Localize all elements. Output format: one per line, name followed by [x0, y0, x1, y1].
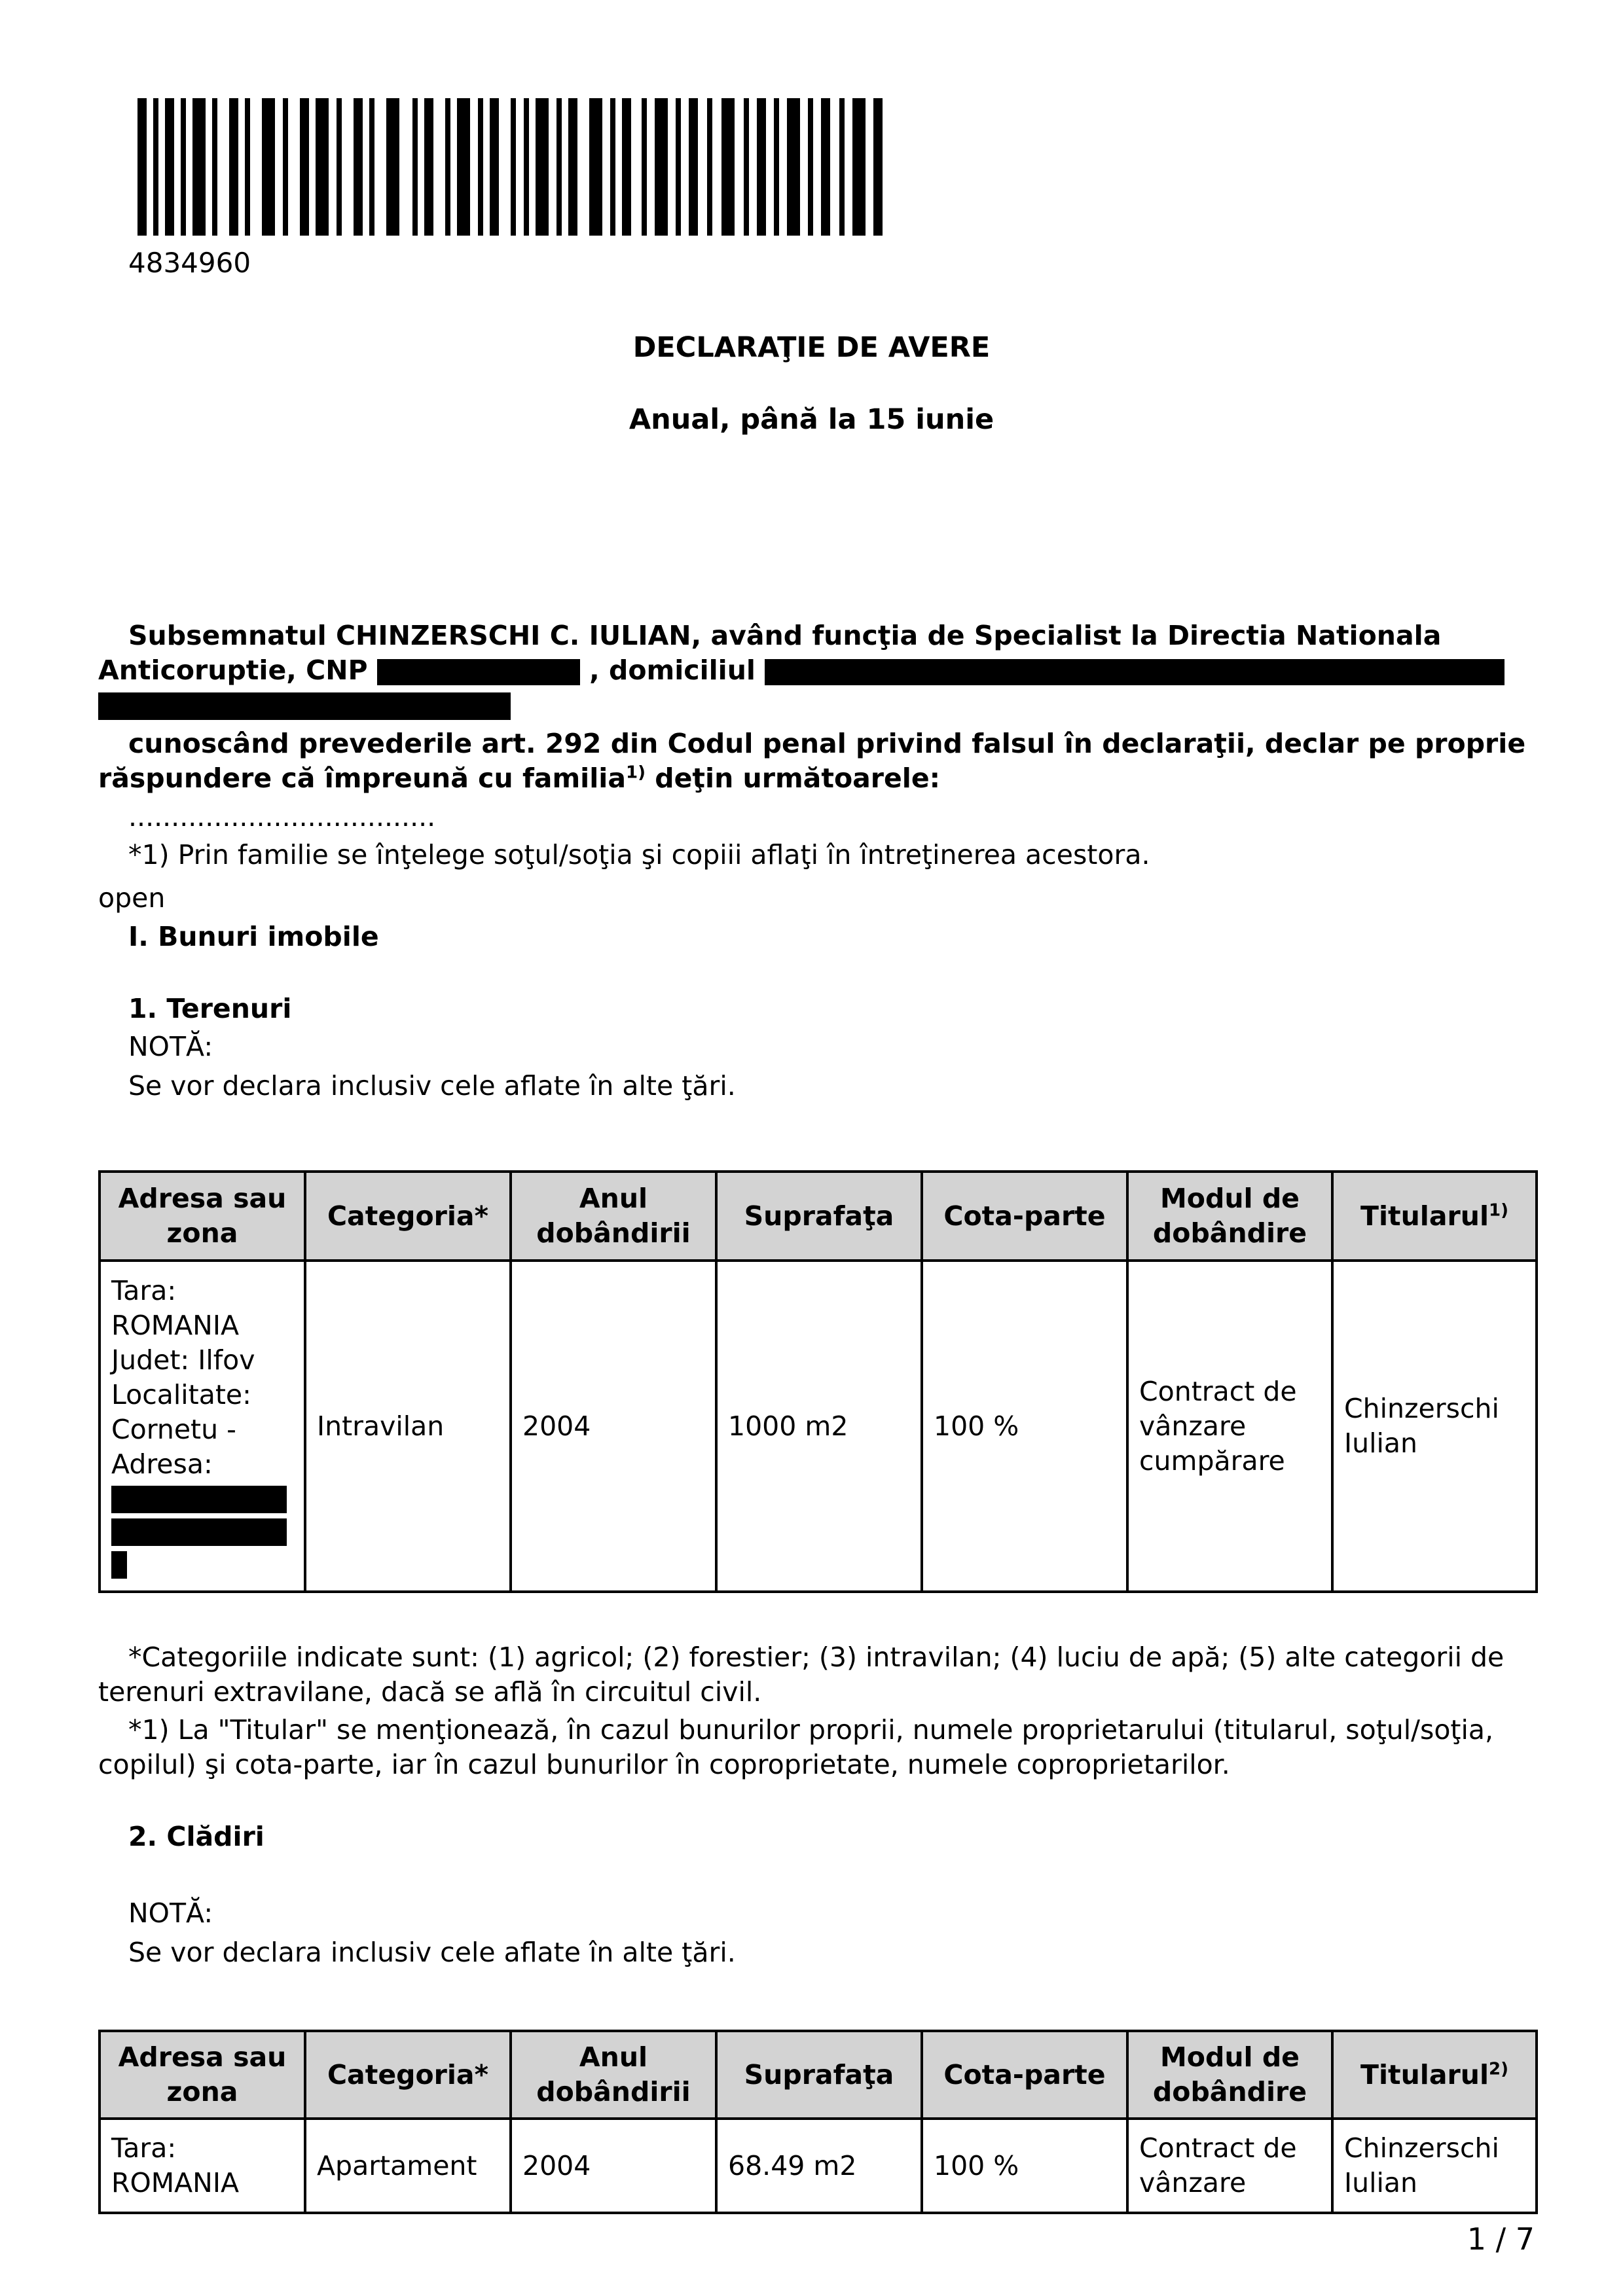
note-titular: *1) La "Titular" se menţionează, în cazul bunurilor proprii, numele proprietarului (titularul, soţul/soţia, copilul) şi cota-parte, iar în cazul bunurilor în coproprietate, numele coproprietarilor. — [98, 1714, 1494, 1780]
cell-cota: 100 % — [922, 1261, 1127, 1592]
cladiri-table — [98, 2030, 1538, 2214]
cell-suprafata: 68.49 m2 — [716, 2119, 922, 2213]
redacted-address-line — [111, 1518, 287, 1546]
header-modul: Modul de dobândire — [1127, 2031, 1332, 2119]
table-row — [100, 2119, 1537, 2213]
header-anul: Anul dobândirii — [511, 1172, 716, 1261]
section-heading-bunuri-imobile: I. Bunuri imobile — [128, 921, 379, 952]
header-titular — [1332, 2031, 1537, 2119]
header-adresa: Adresa sau zona — [100, 2031, 305, 2119]
modul-line: vânzare — [1139, 2167, 1247, 2198]
redacted-address-continued — [98, 692, 511, 720]
header-adresa: Adresa sau zona — [100, 1172, 305, 1261]
table-header-row — [100, 1172, 1537, 1261]
cell-titular: Chinzerschi Iulian — [1332, 1261, 1537, 1592]
adresa-line: Localitate: — [111, 1379, 251, 1410]
redacted-address — [765, 659, 1504, 685]
header-titular-label: Titularul — [1360, 1200, 1489, 1232]
cell-categoria: Apartament — [305, 2119, 511, 2213]
table-header-row — [100, 2031, 1537, 2119]
adresa-line: Cornetu - — [111, 1414, 236, 1445]
nota-text-2: Se vor declara inclusiv cele aflate în alte ţări. — [128, 1937, 736, 1968]
page-number: 1 / 7 — [1467, 2221, 1535, 2257]
footnote-ref: 1) — [626, 762, 646, 783]
intro-domiciliu-label: , domiciliul — [589, 655, 756, 686]
barcode-number: 4834960 — [128, 247, 251, 279]
header-suprafata: Suprafaţa — [716, 2031, 922, 2119]
nota-text: Se vor declara inclusiv cele aflate în alte ţări. — [128, 1070, 736, 1102]
header-cota: Cota-parte — [922, 1172, 1127, 1261]
note-categorii: *Categoriile indicate sunt: (1) agricol; (2) forestier; (3) intravilan; (4) luciu de apă; (5) alte categorii de terenuri extravilane, dacă se află în circuitul civil. — [98, 1641, 1504, 1708]
cell-adresa — [100, 2119, 305, 2213]
cell-cota: 100 % — [922, 2119, 1127, 2213]
open-marker: open — [98, 882, 166, 914]
adresa-line: Tara: — [111, 1275, 177, 1306]
cell-anul: 2004 — [511, 1261, 716, 1592]
adresa-line: ROMANIA — [111, 1310, 239, 1341]
header-titular-label: Titularul — [1360, 2058, 1489, 2090]
adresa-line: ROMANIA — [111, 2167, 239, 2198]
intro-cnp-label: Anticoruptie, CNP — [98, 655, 368, 686]
intro-line-2 — [98, 653, 1539, 688]
cell-categoria: Intravilan — [305, 1261, 511, 1592]
intro-footnote: *1) Prin familie se înţelege soţul/soţia şi copiii aflaţi în întreţinerea acestora. — [128, 839, 1150, 870]
subsection-terenuri: 1. Terenuri — [128, 993, 292, 1024]
document-subtitle: Anual, până la 15 iunie — [629, 403, 994, 436]
cell-adresa — [100, 1261, 305, 1592]
adresa-line: Judet: Ilfov — [111, 1344, 255, 1376]
adresa-line: Adresa: — [111, 1448, 213, 1480]
document-title: DECLARAŢIE DE AVERE — [632, 331, 991, 364]
header-modul: Modul de dobândire — [1127, 1172, 1332, 1261]
redacted-cnp — [377, 659, 580, 685]
subsection-cladiri: 2. Clădiri — [128, 1821, 264, 1852]
intro-line-3: cunoscând prevederile art. 292 din Codul penal privind falsul în declaraţii, declar pe proprie — [128, 728, 1526, 759]
header-categoria: Categoria* — [305, 2031, 511, 2119]
cell-titular: Chinzerschi Iulian — [1332, 2119, 1537, 2213]
header-titular-sup: 1) — [1489, 1200, 1508, 1220]
modul-line: Contract de — [1139, 2132, 1297, 2164]
intro-dots: .................................... — [128, 801, 436, 833]
intro-line-1: Subsemnatul CHINZERSCHI C. IULIAN, având funcţia de Specialist la Directia Nationala — [128, 620, 1442, 651]
header-cota: Cota-parte — [922, 2031, 1127, 2119]
header-titular-sup: 2) — [1489, 2058, 1508, 2079]
nota-label: NOTĂ: — [128, 1031, 213, 1062]
header-titular — [1332, 1172, 1537, 1261]
header-suprafata: Suprafaţa — [716, 1172, 922, 1261]
redacted-address-line — [111, 1551, 127, 1579]
nota-label-2: NOTĂ: — [128, 1897, 213, 1929]
cell-anul: 2004 — [511, 2119, 716, 2213]
cell-modul: Contract de vânzare cumpărare — [1127, 1261, 1332, 1592]
barcode — [137, 98, 884, 236]
terenuri-table — [98, 1170, 1538, 1593]
adresa-line: Tara: — [111, 2132, 177, 2164]
intro-familia-text: răspundere că împreună cu familia — [98, 762, 627, 794]
table-row — [100, 1261, 1537, 1592]
redacted-address-line — [111, 1486, 287, 1513]
intro-detin-text: deţin următoarele: — [646, 762, 941, 794]
cell-suprafata: 1000 m2 — [716, 1261, 922, 1592]
header-categoria: Categoria* — [305, 1172, 511, 1261]
cell-modul — [1127, 2119, 1332, 2213]
intro-line-4 — [98, 761, 1539, 796]
header-anul: Anul dobândirii — [511, 2031, 716, 2119]
